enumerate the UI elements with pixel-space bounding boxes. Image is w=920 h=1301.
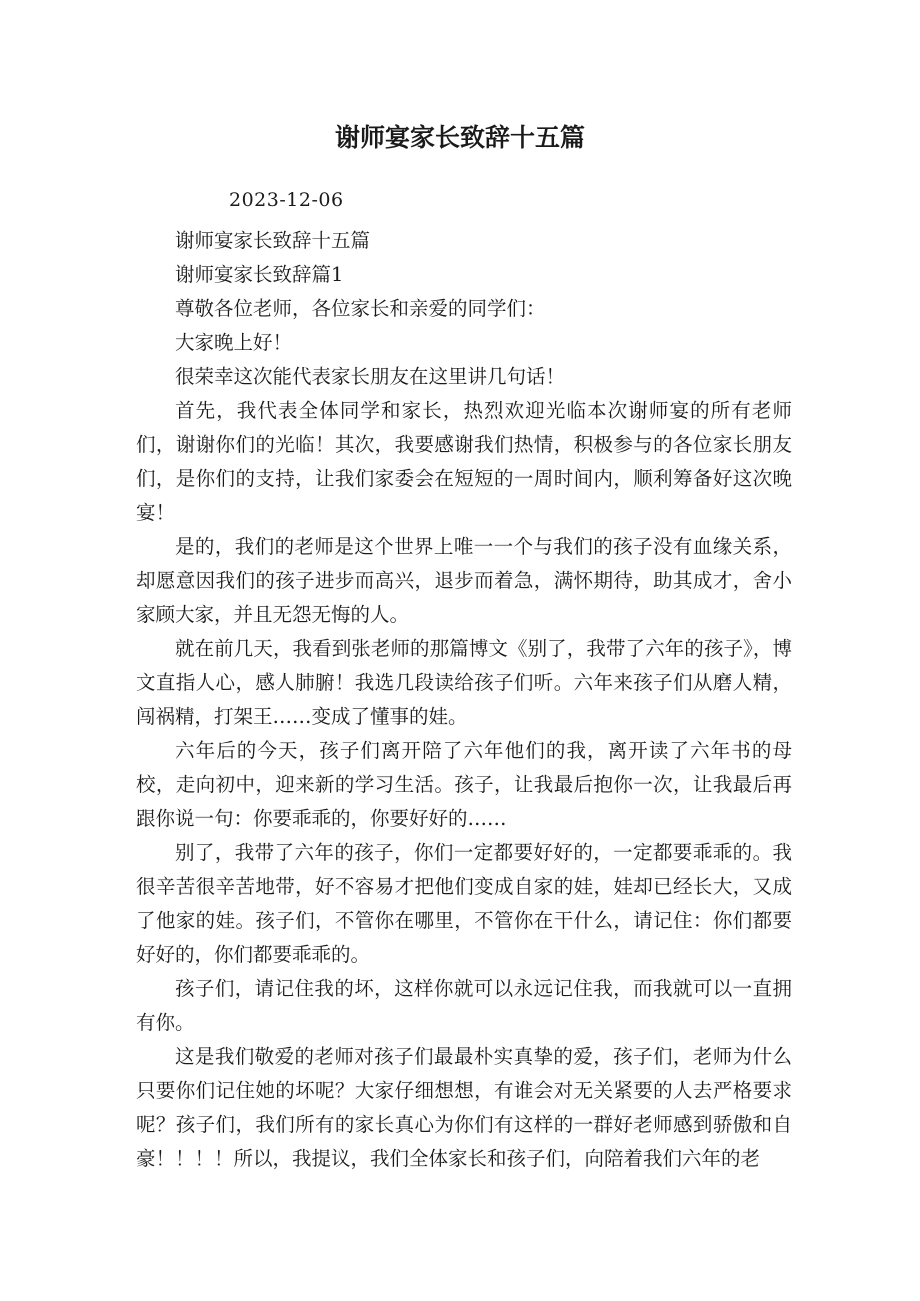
paragraph: 就在前几天，我看到张老师的那篇博文《别了，我带了六年的孩子》，博文直指人心，感人肺腑！我选几段读给孩子们听。六年来孩子们从磨人精，闯祸精，打架王……变成了懂事的娃。: [136, 637, 792, 728]
paragraph: 六年后的今天，孩子们离开陪了六年他们的我，离开读了六年书的母校，走向初中，迎来新的学习生活。孩子，让我最后抱你一次，让我最后再跟你说一句：你要乖乖的，你要好好的……: [136, 739, 792, 830]
publish-date: 2023-12-06: [229, 189, 344, 211]
section-heading: 谢师宴家长致辞篇1: [175, 263, 344, 286]
document-body: [136, 224, 792, 1176]
paragraph: 首先，我代表全体同学和家长，热烈欢迎光临本次谢师宴的所有老师们，谢谢你们的光临！其次，我要感谢我们热情，积极参与的各位家长朋友们，是你们的支持，让我们家委会在短短的一周时间内，顺利筹备好这次晚宴！: [136, 399, 792, 524]
subtitle-line: 谢师宴家长致辞十五篇: [175, 229, 371, 252]
document-title: 谢师宴家长致辞十五篇: [334, 123, 585, 152]
paragraph: 别了，我带了六年的孩子，你们一定都要好好的，一定都要乖乖的。我很辛苦很辛苦地带，好不容易才把他们变成自家的娃，娃却已经长大，又成了他家的娃。孩子们，不管你在哪里，不管你在干什么，请记住：你们都要好好的，你们都要乖乖的。: [136, 841, 792, 966]
salutation: 尊敬各位老师，各位家长和亲爱的同学们：: [175, 297, 546, 320]
paragraph: 这是我们敬爱的老师对孩子们最最朴实真挚的爱，孩子们，老师为什么只要你们记住她的坏呢？大家仔细想想，有谁会对无关紧要的人去严格要求呢？孩子们，我们所有的家长真心为你们有这样的一群好老师感到骄傲和自豪！！！！所以，我提议，我们全体家长和孩子们，向陪着我们六年的老: [136, 1045, 792, 1170]
paragraph: 是的，我们的老师是这个世界上唯一一个与我们的孩子没有血缘关系，却愿意因我们的孩子进步而高兴，退步而着急，满怀期待，助其成才，舍小家顾大家，并且无怨无悔的人。: [136, 535, 792, 626]
greeting: 大家晚上好！: [175, 331, 293, 354]
intro-line: 很荣幸这次能代表家长朋友在这里讲几句话！: [175, 365, 566, 388]
paragraph: 孩子们，请记住我的坏，这样你就可以永远记住我，而我就可以一直拥有你。: [136, 977, 792, 1034]
